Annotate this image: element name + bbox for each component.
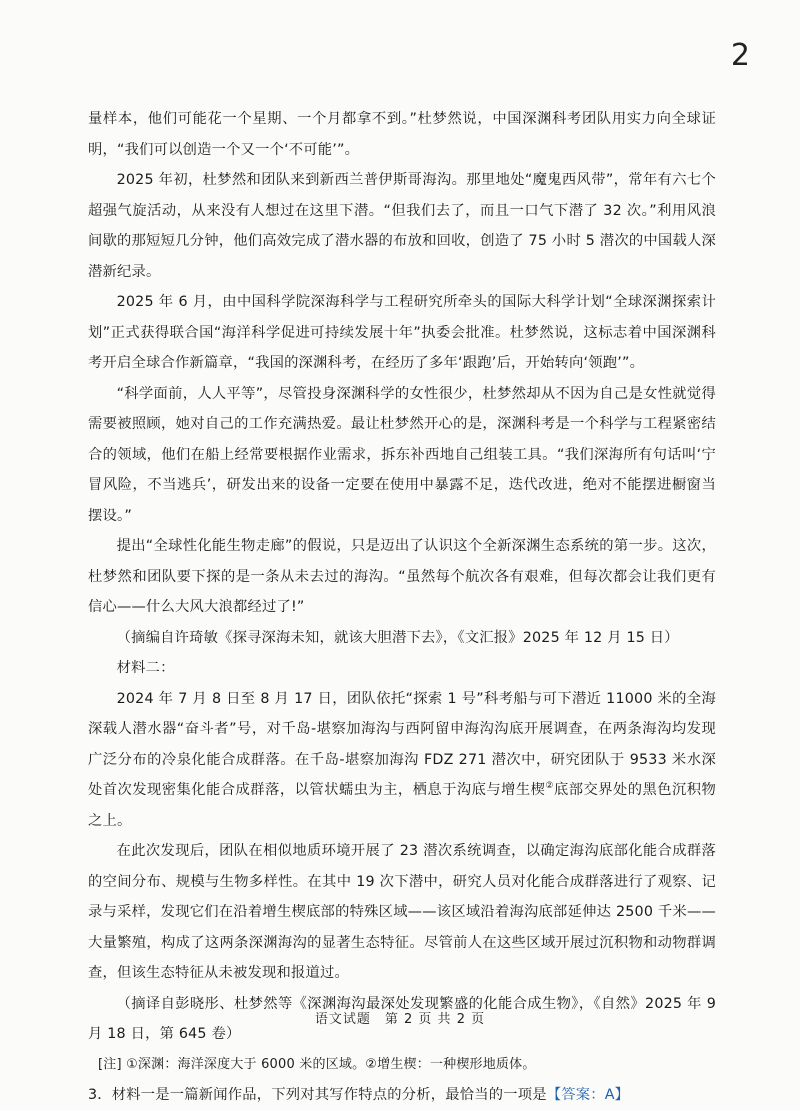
- document-body: [88, 104, 716, 1110]
- material1-paragraph-1: 量样本，他们可能花一个星期、一个月都拿不到。”杜梦然说，中国深渊科考团队用实力向全球证明，“我们可以创造一个又一个‘不可能’”。: [88, 104, 716, 165]
- question-3: [88, 1080, 716, 1110]
- material2-heading: 材料二：: [88, 653, 716, 684]
- answer-label: 【答案：A】: [547, 1087, 629, 1103]
- material2-source: （摘译自彭晓彤、杜梦然等《深渊海沟最深处发现繁盛的化能合成生物》，《自然》2025 年 9 月 18 日，第 645 卷）: [88, 989, 716, 1050]
- material1-paragraph-3: 2025 年 6 月，由中国科学院深海科学与工程研究所牵头的国际大科学计划“全球深渊探索计划”正式获得联合国“海洋科学促进可持续发展十年”执委会批准。杜梦然说，这标志着中国深渊科考开启全球合作新篇章，“我国的深渊科考，在经历了多年‘跟跑’后，开始转向‘领跑’”。: [88, 287, 716, 379]
- material2-paragraph-1-end: 底部交界处的黑色沉积物之上。: [88, 782, 716, 829]
- page-number: 2: [731, 38, 750, 73]
- material1-paragraph-4: “科学面前，人人平等”，尽管投身深渊科学的女性很少，杜梦然却从不因为自己是女性就觉得需要被照顾，她对自己的工作充满热爱。最让杜梦然开心的是，深渊科考是一个科学与工程紧密结合的领域，他们在船上经常要根据作业需求，拆东补西地自己组装工具。“我们深海所有句话叫‘宁冒风险，不当逃兵’，研发出来的设备一定要在使用中暴露不足，迭代改进，绝对不能摆进橱窗当摆设。”: [88, 379, 716, 532]
- material2-paragraph-1-text: 2024 年 7 月 8 日至 8 月 17 日，团队依托“探索 1 号”科考船与可下潜近 11000 米的全海深载人潜水器“奋斗者”号，对千岛-堪察加海沟与西阿留申海沟沟底开展调查，在两条海沟均发现广泛分布的冷泉化能合成群落。在千岛-堪察加海沟 FDZ 271 潜次中，研究团队于 9533 米水深处首次发现密集化能合成群落，以管状蠕虫为主，栖息于沟底与增生楔: [88, 691, 716, 799]
- material1-paragraph-2: 2025 年初，杜梦然和团队来到新西兰普伊斯哥海沟。那里地处“魔鬼西风带”，常年有六七个超强气旋活动，从来没有人想过在这里下潜。“但我们去了，而且一口气下潜了 32 次。”利用风浪间歇的那短短几分钟，他们高效完成了潜水器的布放和回收，创造了 75 小时 5 潜次的中国载人深潜新纪录。: [88, 165, 716, 287]
- material2-paragraph-1: [88, 684, 716, 837]
- footnote-marker: ②: [545, 781, 554, 791]
- material1-source: （摘编自许琦敏《探寻深海未知，就该大胆潜下去》，《文汇报》2025 年 12 月 15 日）: [88, 623, 716, 654]
- page-footer: 语文试题 第 2 页 共 2 页: [0, 1008, 800, 1027]
- footnote: [注] ①深渊：海洋深度大于 6000 米的区域。②增生楔：一种楔形地质体。: [88, 1050, 716, 1080]
- question-3-text: 3．材料一是一篇新闻作品，下列对其写作特点的分析，最恰当的一项是: [88, 1087, 547, 1103]
- material2-paragraph-2: 在此次发现后，团队在相似地质环境开展了 23 潜次系统调查，以确定海沟底部化能合成群落的空间分布、规模与生物多样性。在其中 19 次下潜中，研究人员对化能合成群落进行了观察、记录与采样，发现它们在沿着增生楔底部的特殊区域——该区域沿着海沟底部延伸达 2500 千米——大量繁殖，构成了这两条深渊海沟的显著生态特征。尽管前人在这些区域开展过沉积物和动物群调查，但该生态特征从未被发现和报道过。: [88, 836, 716, 989]
- material1-paragraph-5: 提出“全球性化能生物走廊”的假说，只是迈出了认识这个全新深渊生态系统的第一步。这次，杜梦然和团队要下探的是一条从未去过的海沟。“虽然每个航次各有艰难，但每次都会让我们更有信心——什么大风大浪都经过了!”: [88, 531, 716, 623]
